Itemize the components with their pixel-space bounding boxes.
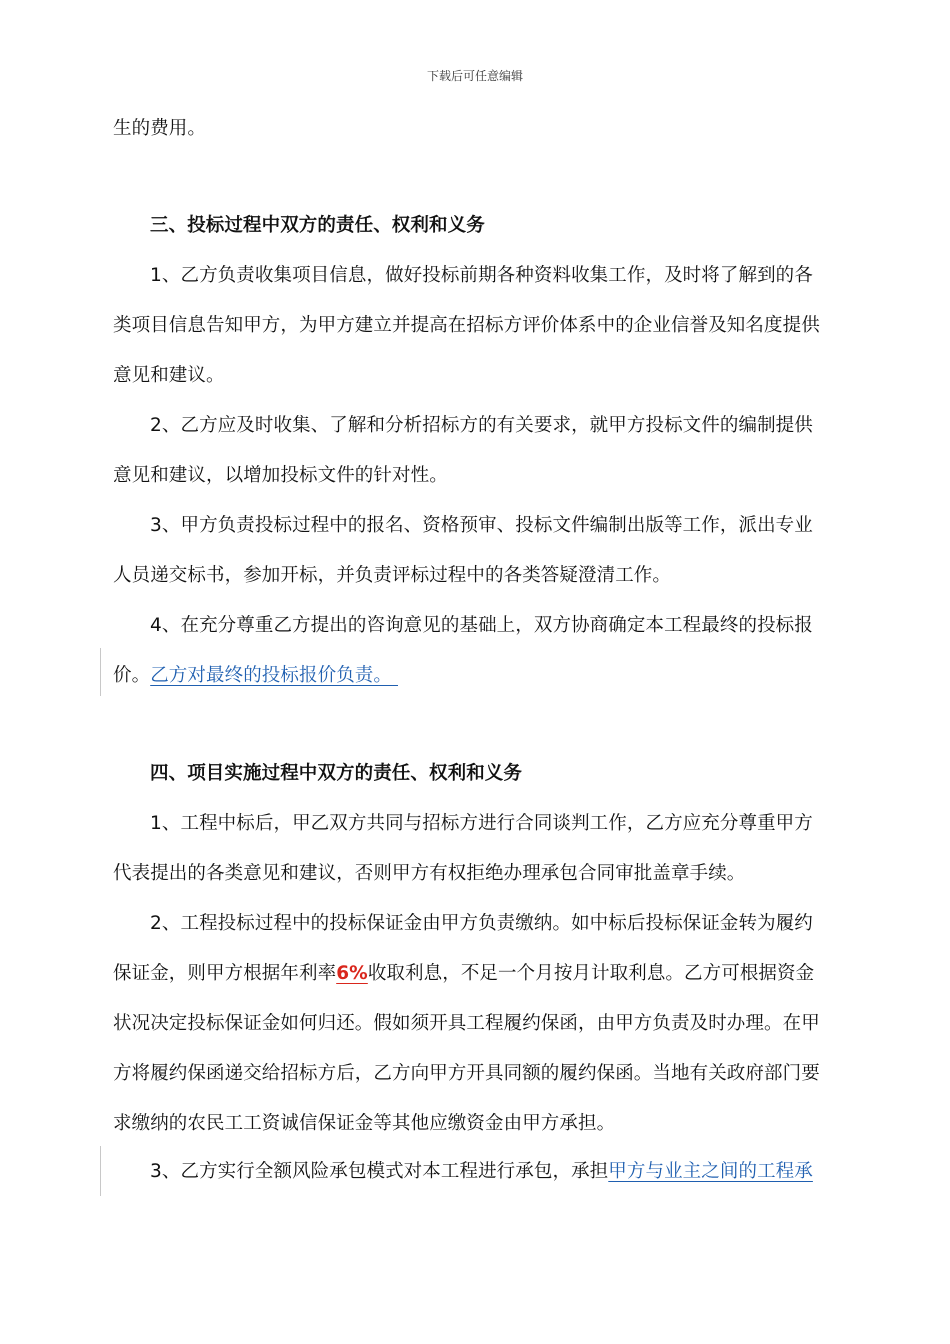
line-text: 3、乙方实行全额风险承包模式对本工程进行承包，承担 <box>150 1161 609 1182</box>
paragraph-line: 2、乙方应及时收集、了解和分析招标方的有关要求，就甲方投标文件的编制提供 <box>150 415 813 436</box>
paragraph-line: 2、工程投标过程中的投标保证金由甲方负责缴纳。如中标后投标保证金转为履约 <box>150 913 813 934</box>
paragraph-line <box>113 664 398 688</box>
revision-bar <box>100 648 101 696</box>
tracked-change-text[interactable]: 乙方对最终的投标报价负责。 <box>150 665 393 686</box>
line-text: 收取利息，不足一个月按月计取利息。乙方可根据资金 <box>367 963 815 984</box>
paragraph-line: 状况决定投标保证金如何归还。假如须开具工程履约保函，由甲方负责及时办理。在甲 <box>113 1013 820 1034</box>
paragraph-line: 3、甲方负责投标过程中的报名、资格预审、投标文件编制出版等工作，派出专业 <box>150 515 813 536</box>
revision-bar <box>100 1146 101 1196</box>
paragraph-line: 1、乙方负责收集项目信息，做好投标前期各种资料收集工作，及时将了解到的各 <box>150 265 813 286</box>
paragraph-line: 意见和建议，以增加投标文件的针对性。 <box>113 465 448 486</box>
tracked-change-tail <box>392 665 398 686</box>
paragraph-line: 4、在充分尊重乙方提出的咨询意见的基础上，双方协商确定本工程最终的投标报 <box>150 615 813 636</box>
paragraph-line: 类项目信息告知甲方，为甲方建立并提高在招标方评价体系中的企业信誉及知名度提供 <box>113 315 820 336</box>
paragraph-line: 生的费用。 <box>113 118 207 139</box>
line-text: 保证金，则甲方根据年利率 <box>113 963 337 984</box>
paragraph-line <box>150 1160 813 1184</box>
paragraph-line: 方将履约保函递交给招标方后，乙方向甲方开具同额的履约保函。当地有关政府部门要 <box>113 1063 820 1084</box>
section-heading-4: 四、项目实施过程中双方的责任、权利和义务 <box>150 763 523 784</box>
paragraph-line <box>113 962 814 986</box>
line-text: 价。 <box>113 665 151 686</box>
interest-rate-highlight: 6% <box>336 963 368 984</box>
tracked-change-text[interactable]: 甲方与业主之间的工程承 <box>608 1161 813 1182</box>
paragraph-line: 求缴纳的农民工工资诚信保证金等其他应缴资金由甲方承担。 <box>113 1113 616 1134</box>
paragraph-line: 人员递交标书，参加开标，并负责评标过程中的各类答疑澄清工作。 <box>113 565 672 586</box>
paragraph-line: 意见和建议。 <box>113 365 225 386</box>
paragraph-line: 代表提出的各类意见和建议，否则甲方有权拒绝办理承包合同审批盖章手续。 <box>113 863 746 884</box>
section-heading-3: 三、投标过程中双方的责任、权利和义务 <box>150 215 485 236</box>
page-header: 下载后可任意编辑 <box>426 69 523 83</box>
paragraph-line: 1、工程中标后，甲乙双方共同与招标方进行合同谈判工作，乙方应充分尊重甲方 <box>150 813 813 834</box>
